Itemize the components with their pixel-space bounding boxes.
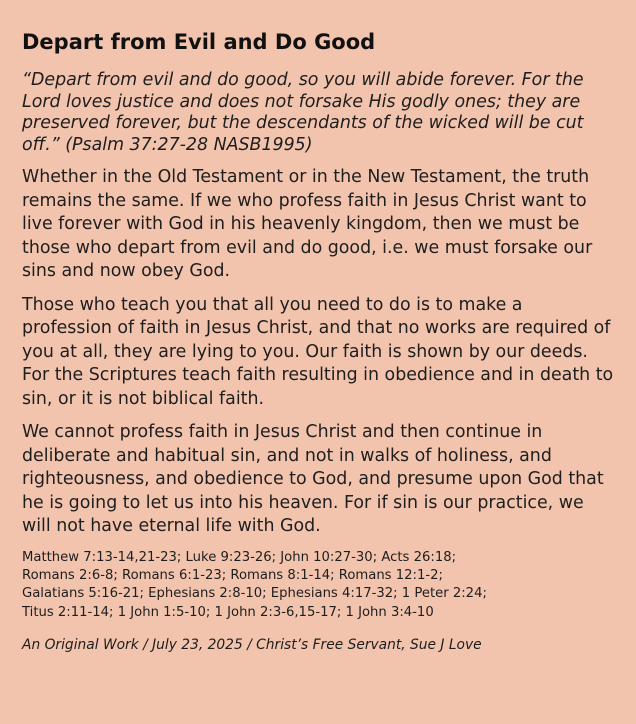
body-paragraph-1: Whether in the Old Testament or in the New Testament, the truth remains the same. If we who profess faith in Jesus Christ want to live forever with God in his heavenly kingdom, then we must be those who depart from evil and do good, i.e. we must forsake our sins and now obey God. bbox=[22, 167, 593, 282]
body-paragraph-2: Those who teach you that all you need to do is to make a profession of faith in Jesus Christ, and that no works are required of you at all, they are lying to you. Our faith is shown by our deeds. For the Scriptures teach faith resulting in obedience and in death to sin, or it is not biblical faith. bbox=[22, 294, 614, 409]
scripture-references bbox=[22, 549, 614, 622]
article-title: Depart from Evil and Do Good bbox=[22, 30, 376, 54]
reference-line: Galatians 5:16-21; Ephesians 2:8-10; Ephesians 4:17-32; 1 Peter 2:24; bbox=[22, 586, 487, 602]
reference-line: Titus 2:11-14; 1 John 1:5-10; 1 John 2:3-6,15-17; 1 John 3:4-10 bbox=[22, 604, 434, 620]
author-footer: An Original Work / July 23, 2025 / Christ’s Free Servant, Sue J Love bbox=[22, 637, 482, 654]
body-paragraph-3: We cannot profess faith in Jesus Christ and then continue in deliberate and habitual sin, and not in walks of holiness, and righteousness, and obedience to God, and presume upon God that he is going to let us into his heaven. For if sin is our practice, we will not have eternal life with God. bbox=[22, 422, 604, 537]
reference-line: Romans 2:6-8; Romans 6:1-23; Romans 8:1-14; Romans 12:1-2; bbox=[22, 568, 443, 584]
reference-line: Matthew 7:13-14,21-23; Luke 9:23-26; John 10:27-30; Acts 26:18; bbox=[22, 549, 457, 565]
scripture-quote: “Depart from evil and do good, so you will abide forever. For the Lord loves justice and does not forsake His godly ones; they are preserved forever, but the descendants of the wicked will be cut off.” (Psalm 37:27-28 NASB1995) bbox=[22, 70, 584, 155]
